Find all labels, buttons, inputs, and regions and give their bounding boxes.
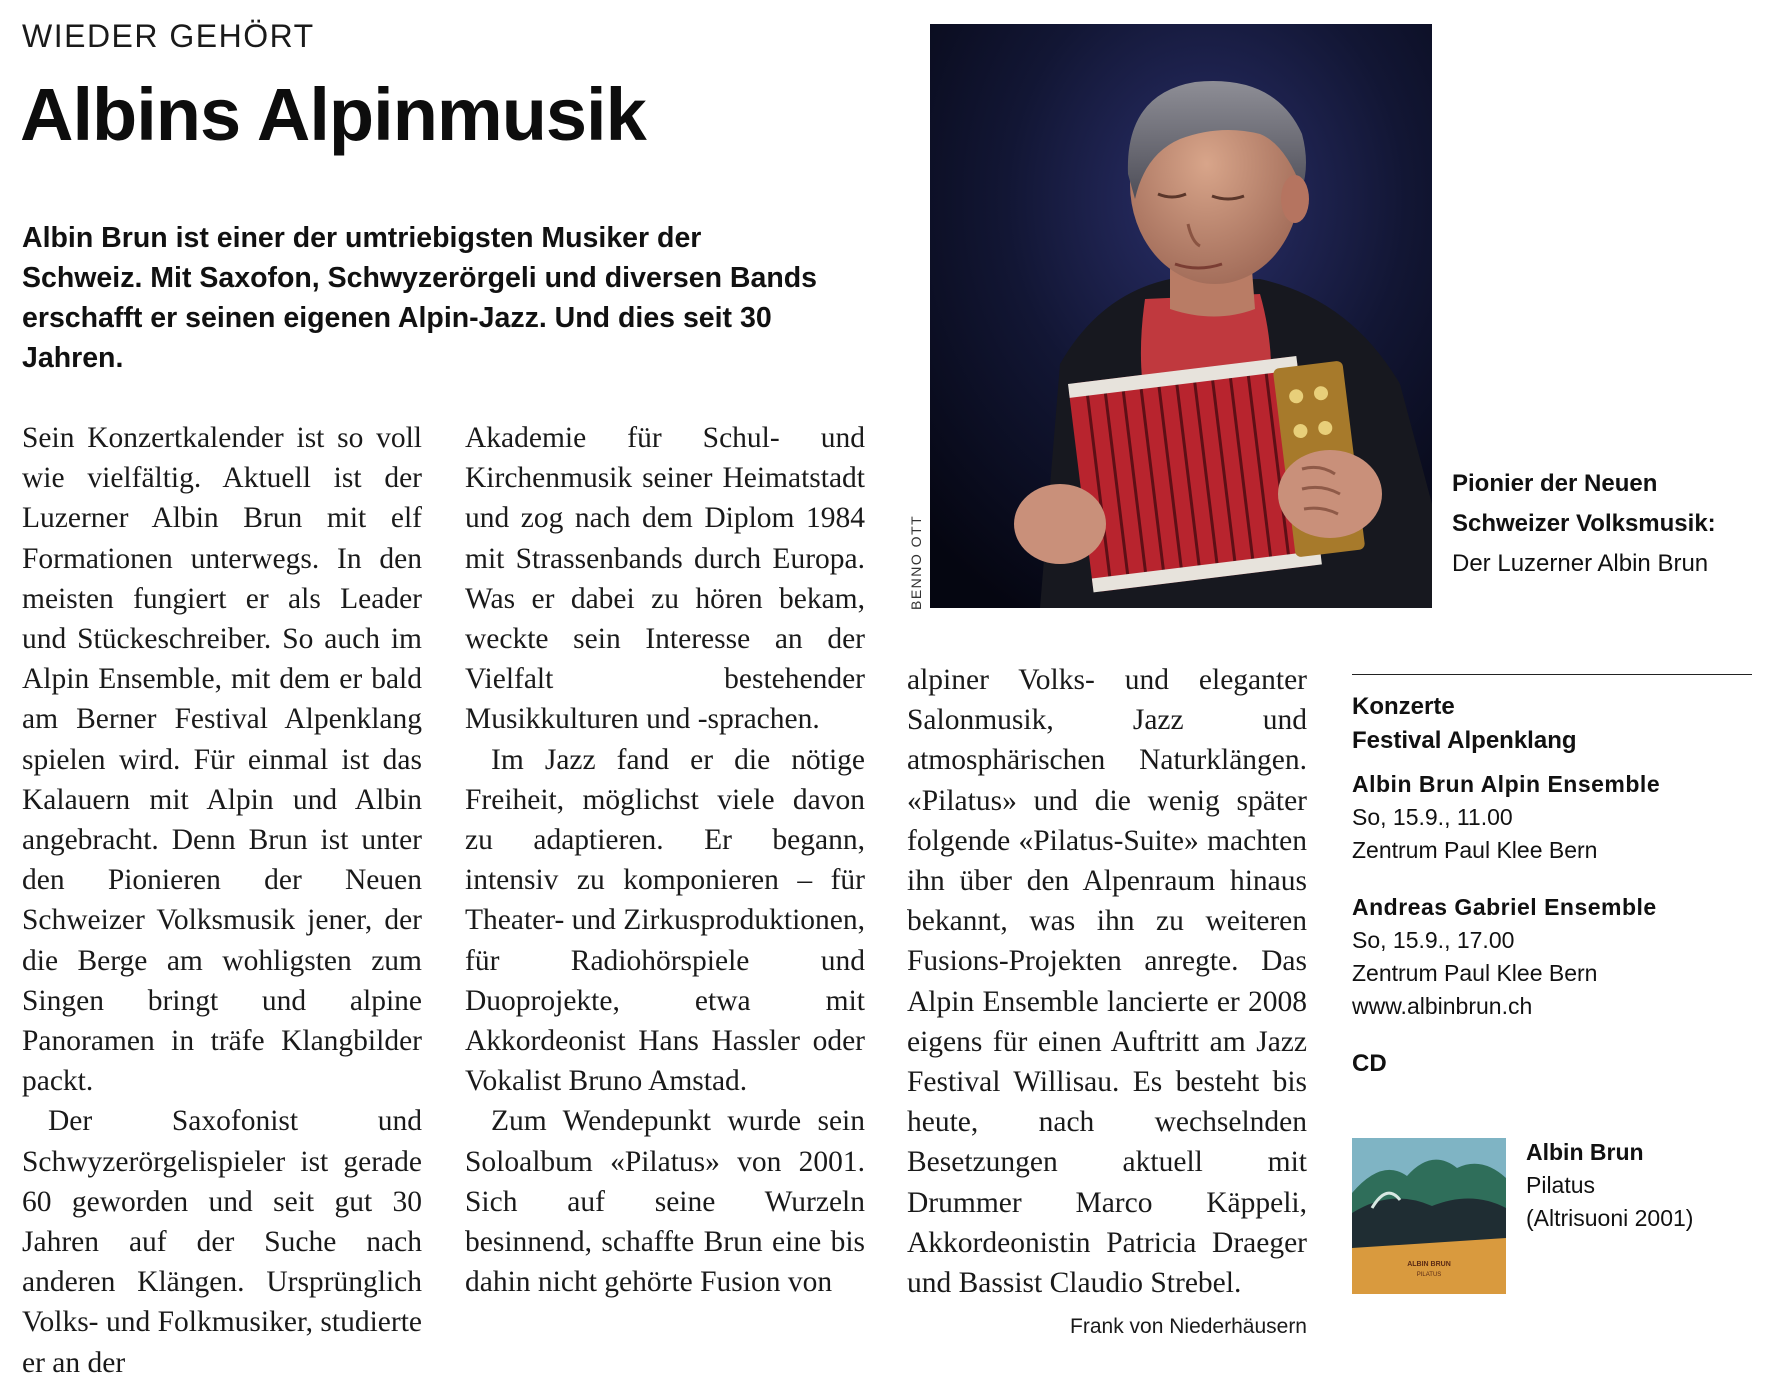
article-lead: Albin Brun ist einer der umtriebigsten Musiker der Schweiz. Mit Saxofon, Schwyzerörgeli und diversen Bands erschafft er seinen eigenen Alpin-Jazz. Und dies seit 30 Jahren.	[22, 222, 818, 374]
photo-caption	[1452, 464, 1752, 584]
paragraph: Zum Wendepunkt wurde sein Soloalbum «Pilatus» von 2001. Sich auf seine Wurzeln besinnend, schaffte Brun eine bis dahin nicht gehörte Fusion von	[465, 1105, 865, 1299]
photo-credit: BENNO OTT	[908, 514, 924, 610]
paragraph	[907, 660, 1307, 1339]
paragraph: Sein Konzertkalender ist so voll wie vielfältig. Aktuell ist der Luzerner Albin Brun mit elf Formationen unterwegs. In den meisten fungiert er als Leader und Stückeschreiber. So auch im Alpin Ensemble, mit dem er bald am Berner Festival Alpenklang spielen wird. Für einmal ist das Kalauern mit Alpin und Albin angebracht. Denn Brun ist unter den Pionieren der Neuen Schweizer Volksmusik jener, der die Berge am wohligsten zum Singen bringt und alpine Panoramen in träfe Klangbilder packt.	[22, 422, 422, 1098]
article-title: Albins Alpinmusik	[20, 73, 646, 156]
event-name: Andreas Gabriel Ensemble	[1352, 894, 1657, 920]
section-kicker: WIEDER GEHÖRT	[22, 18, 315, 54]
info-subheading: Festival Alpenklang	[1352, 727, 1577, 754]
concert-info-box	[1352, 690, 1762, 1080]
cd-cover-art	[1352, 1138, 1506, 1294]
author-byline: Frank von Niederhäusern	[1070, 1315, 1307, 1339]
sidebar-divider	[1352, 674, 1752, 675]
body-column-1	[22, 418, 422, 1383]
cd-heading: CD	[1352, 1050, 1387, 1077]
event-date: So, 15.9., 17.00	[1352, 927, 1515, 953]
body-column-2	[465, 418, 865, 1302]
cd-label: (Altrisuoni 2001)	[1526, 1205, 1694, 1231]
website-link[interactable]: www.albinbrun.ch	[1352, 993, 1533, 1019]
event-name: Albin Brun Alpin Ensemble	[1352, 771, 1661, 797]
paragraph: Im Jazz fand er die nötige Freiheit, möglichst viele davon zu adaptieren. Er begann, intensiv zu komponieren – für Theater- und Zirkusproduktionen, für Radiohörspiele und Duoprojekte, etwa mit Akkordeonist Hans Hassler oder Vokalist Bruno Amstad.	[465, 743, 866, 1098]
cd-artist: Albin Brun	[1526, 1139, 1644, 1165]
info-heading: Konzerte	[1352, 693, 1455, 720]
paragraph: Akademie für Schul- und Kirchenmusik seiner Heimatstadt und zog nach dem Diplom 1984 mit Strassenbands durch Europa. Was er dabei zu hören bekam, weckte sein Interesse an der Vielfalt bestehender Musikkulturen und -sprachen.	[465, 422, 865, 736]
paragraph-text: alpiner Volks- und eleganter Salonmusik, Jazz und atmosphärischen Naturklängen. «Pilatus» und die wenig später folgende «Pilatus-Suite» machten ihn über den Alpenraum hinaus bekannt, was ihn zu weiteren Fusions-Projekten anregte. Das Alpin Ensemble lancierte er 2008 eigens für einen Auftritt am Jazz Festival Willisau. Es besteht bis heute, nach wechselnden Besetzungen aktuell mit Drummer Marco Käppeli, Akkordeonistin Patricia Draeger und Bassist Claudio Strebel.	[907, 664, 1307, 1300]
event-entry	[1352, 891, 1762, 1023]
cd-cover	[1352, 1138, 1506, 1294]
cd-details	[1526, 1136, 1693, 1235]
event-venue: Zentrum Paul Klee Bern	[1352, 960, 1598, 986]
paragraph: Der Saxofonist und Schwyzerörgelispieler ist gerade 60 geworden und seit gut 30 Jahren auf der Suche nach anderen Klängen. Ursprünglich Volks- und Folkmusiker, studierte er an der	[22, 1105, 422, 1379]
event-date: So, 15.9., 11.00	[1352, 804, 1513, 830]
caption-bold: Pionier der Neuen Schweizer Volksmusik:	[1452, 470, 1716, 537]
cd-cover-artist: ALBIN BRUN	[1407, 1261, 1451, 1268]
photo-illustration	[930, 24, 1432, 608]
body-column-3	[907, 660, 1307, 1347]
cd-album: Pilatus	[1526, 1172, 1596, 1198]
event-entry	[1352, 768, 1762, 867]
caption-text: Der Luzerner Albin Brun	[1452, 550, 1709, 577]
cd-cover-album: PILATUS	[1416, 1272, 1442, 1278]
musician-photo	[930, 24, 1432, 608]
event-venue: Zentrum Paul Klee Bern	[1352, 837, 1598, 863]
